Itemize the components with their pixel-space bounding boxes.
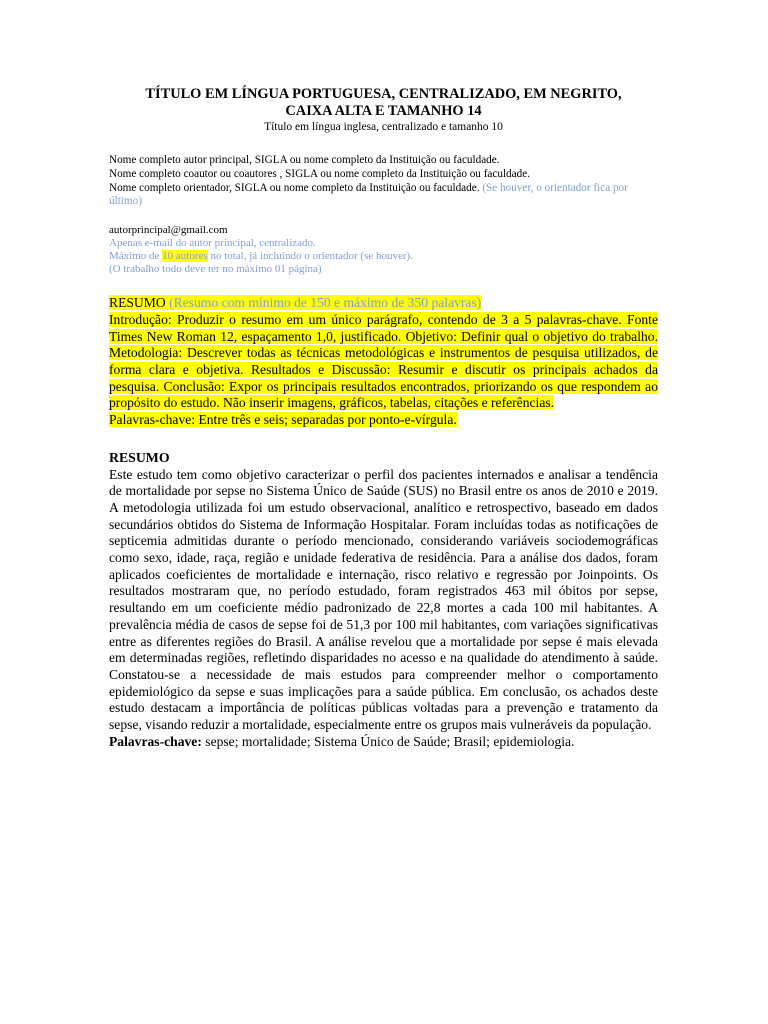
template-keywords-text: Palavras-chave: Entre três e seis; separadas por ponto-e-vírgula. bbox=[109, 412, 457, 428]
keywords-list: sepse; mortalidade; Sistema Único de Saúde; Brasil; epidemiologia. bbox=[201, 733, 575, 749]
template-heading-text: RESUMO bbox=[109, 295, 166, 311]
author-line-coauthors: Nome completo coautor ou coautores , SIGLA ou nome completo da Instituição ou faculdade. bbox=[109, 167, 530, 180]
template-heading-note: (Resumo com mínimo de 150 e máximo de 350 palavras) bbox=[169, 295, 482, 311]
page-title-line-2: CAIXA ALTA E TAMANHO 14 bbox=[285, 103, 482, 119]
page-title-line-1: TÍTULO EM LÍNGUA PORTUGUESA, CENTRALIZADO, EM NEGRITO, bbox=[145, 86, 622, 102]
authors-block bbox=[109, 154, 658, 209]
max-authors-note bbox=[109, 250, 658, 263]
author-line-principal: Nome completo autor principal, SIGLA ou nome completo da Instituição ou faculdade. bbox=[109, 154, 500, 166]
page-limit-note: (O trabalho todo deve ter no máximo 01 página) bbox=[109, 263, 322, 276]
advisor-text: Nome completo orientador, SIGLA ou nome completo da Instituição ou faculdade. bbox=[109, 181, 480, 194]
max-authors-highlight: 10 autores bbox=[162, 250, 208, 263]
abstract-heading: RESUMO bbox=[109, 449, 170, 465]
email-instruction: Apenas e-mail do autor principal, centralizado. bbox=[109, 237, 316, 250]
abstract-section bbox=[109, 450, 658, 751]
template-abstract-heading bbox=[109, 295, 658, 312]
english-subtitle: Título em língua inglesa, centralizado e tamanho 10 bbox=[264, 121, 503, 133]
template-keywords bbox=[109, 412, 658, 429]
max-authors-suffix: no total, já incluindo o orientador (se houver). bbox=[207, 250, 413, 263]
template-abstract-body bbox=[109, 312, 658, 412]
abstract-keywords bbox=[109, 734, 658, 751]
abstract-body: Este estudo tem como objetivo caracterizar o perfil dos pacientes internados e analisar a tendência de mortalidade por sepse no Sistema Único de Saúde (SUS) no Brasil entre os anos de 2010 e 2019. A metodologia utilizada foi um estudo observacional, analítico e retrospectivo, baseado em dados secundários obtidos do Sistema de Informação Hospitalar. Foram incluídas todas as notificações de septicemia admitidas durante o período mencionado, considerando variáveis sociodemográficas como sexo, idade, raça, região e unidade federativa de residência. Para a análise dos dados, foram aplicados coeficientes de mortalidade e internação, risco relativo e regressão por Joinpoints. Os resultados mostraram que, no período estudado, foram registrados 463 mil óbitos por sepse, resultando em um coeficiente médio padronizado de 22,8 mortes a cada 100 mil habitantes. A prevalência média de casos de sepse foi de 51,3 por 100 mil habitantes, com variações significativas entre as diferentes regiões do Brasil. A análise revelou que a mortalidade por sepse é mais elevada em determinadas regiões, refletindo disparidades no acesso e na qualidade do atendimento à saúde. Constatou-se a necessidade de mais estudos para compreender melhor o comportamento epidemiológico da sepse e suas implicações para a saúde pública. Em conclusão, os achados deste estudo destacam a importância de políticas públicas voltadas para a prevenção e tratamento da sepse, visando reduzir a mortalidade, especialmente entre os grupos mais vulneráveis da população. bbox=[109, 466, 658, 733]
document-page bbox=[109, 86, 658, 750]
template-body-text: Introdução: Produzir o resumo em um único parágrafo, contendo de 3 a 5 palavras-chave. Fonte Times New Roman 12, espaçamento 1,0, justificado. Objetivo: Definir qual o objetivo do trabalho. Metodologia: Descrever todas as técnicas metodológicas e instrumentos de pesquisa utilizados, de forma clara e objetiva. Resultados e Discussão: Resumir e discutir os principais achados da pesquisa. Conclusão: Expor os principais resultados encontrados, priorizando os que respondem ao propósito do estudo. Não inserir imagens, gráficos, tabelas, citações e referências. bbox=[109, 311, 658, 411]
author-email: autorprincipal@gmail.com bbox=[109, 224, 228, 237]
author-line-advisor bbox=[109, 182, 658, 210]
template-abstract-section bbox=[109, 295, 658, 429]
keywords-label: Palavras-chave: bbox=[109, 733, 202, 749]
max-authors-prefix: Máximo de bbox=[109, 250, 163, 263]
advisor-note: (Se houver, o orientador fica por último) bbox=[109, 181, 628, 208]
email-block bbox=[109, 224, 658, 276]
